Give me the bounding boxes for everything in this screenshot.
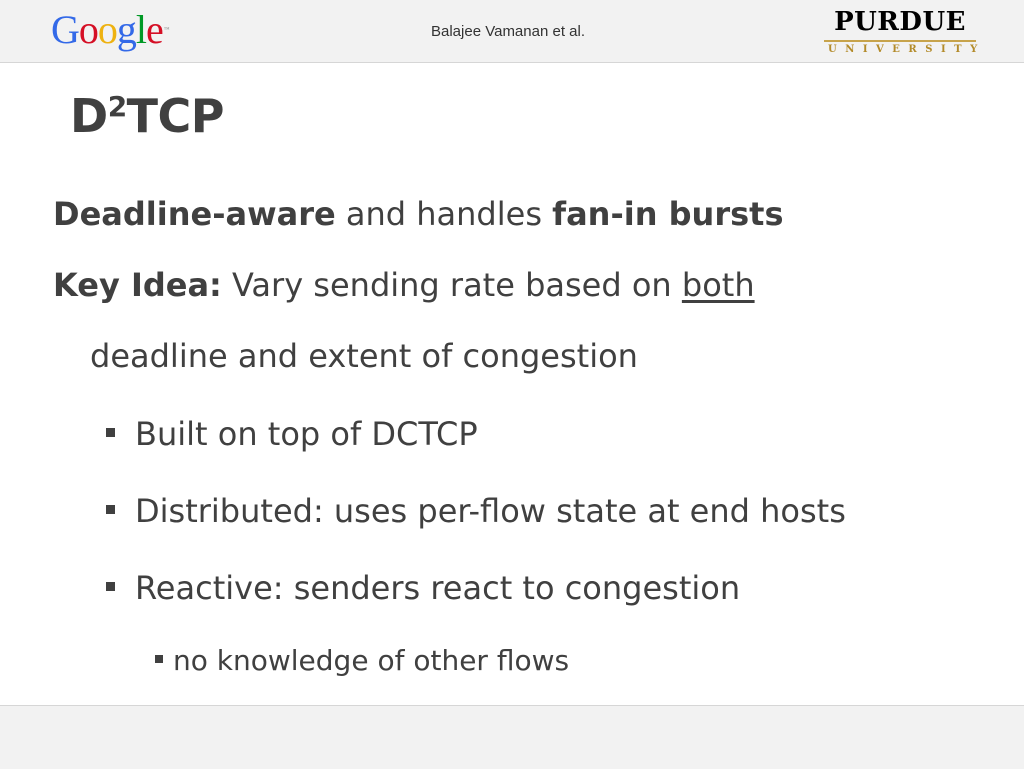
sub-bullet-text: no knowledge of other flows	[173, 644, 570, 677]
body-line-3: deadline and extent of congestion	[90, 337, 638, 375]
bullet-item	[106, 566, 740, 610]
sub-bullet-item	[155, 641, 569, 681]
purdue-rule	[824, 40, 976, 42]
bullet-item	[106, 412, 478, 456]
purdue-logo	[822, 6, 986, 58]
google-logo-letter: g	[116, 7, 136, 52]
bullet-text: Reactive: senders react to congestion	[135, 569, 741, 607]
line1-bold-2: fan-in bursts	[552, 195, 784, 233]
bullet-square-icon	[106, 582, 115, 591]
footer-band	[0, 705, 1024, 769]
google-logo-letter: o	[78, 7, 98, 52]
bullet-text: Distributed: uses per-flow state at end hosts	[135, 492, 846, 530]
google-logo-letter: G	[51, 7, 79, 52]
google-logo-letter: l	[135, 7, 147, 52]
body-line-1	[53, 192, 783, 236]
key-idea-label: Key Idea:	[53, 266, 222, 304]
trademark-mark: ™	[163, 27, 170, 33]
title-superscript: 2	[107, 90, 127, 123]
bullet-text: Built on top of DCTCP	[135, 415, 478, 453]
author-name: Balajee Vamanan et al.	[431, 23, 585, 40]
line1-middle: and handles	[335, 195, 553, 233]
slide-title	[70, 86, 224, 146]
purdue-subtitle: UNIVERSITY	[828, 44, 986, 55]
google-logo-letter: o	[97, 7, 117, 52]
bullet-item	[106, 489, 846, 533]
bullet-square-icon	[106, 505, 115, 514]
title-rest: TCP	[126, 89, 225, 143]
purdue-name: PURDUE	[834, 7, 966, 37]
key-idea-text: Vary sending rate based on	[221, 266, 682, 304]
key-idea-underlined: both	[681, 266, 755, 304]
body-line-2	[53, 263, 755, 307]
google-logo-letter: e	[146, 7, 163, 52]
bullet-square-icon	[106, 428, 115, 437]
line1-bold-1: Deadline-aware	[53, 195, 336, 233]
title-main: D	[70, 89, 108, 143]
bullet-square-icon	[155, 655, 163, 663]
